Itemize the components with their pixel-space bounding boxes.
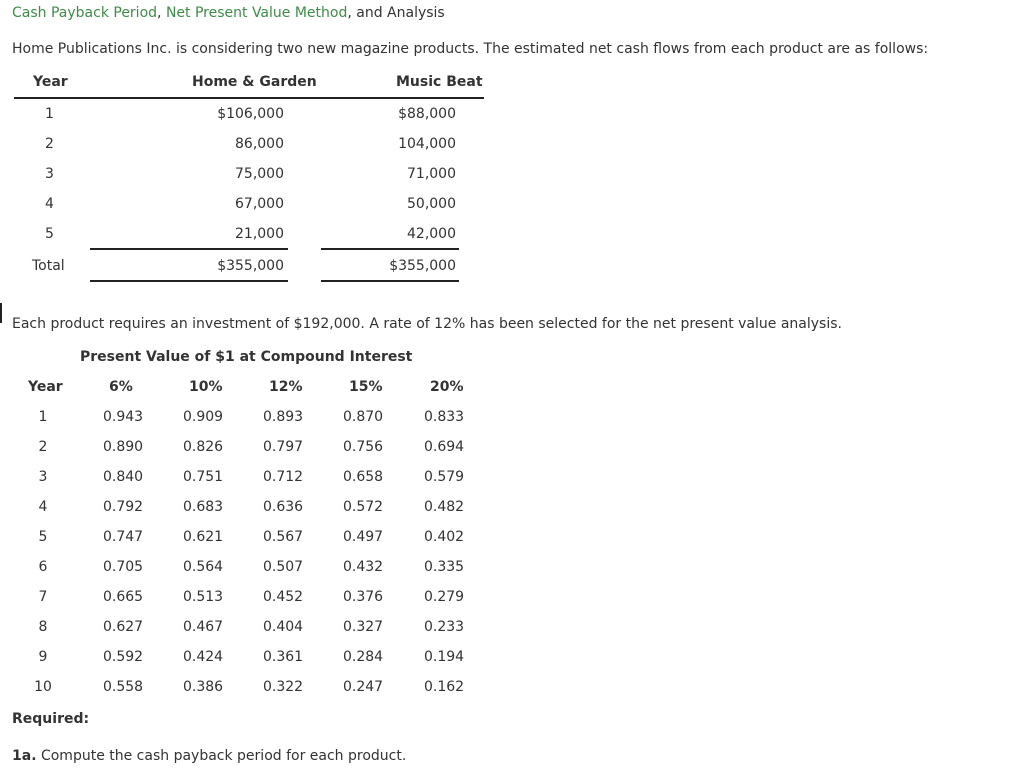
pv-factor-cell: 0.833 (424, 409, 465, 425)
header-year: Year (33, 74, 68, 90)
pv-factor-cell: 0.592 (103, 649, 144, 665)
pv-factor-cell: 0.162 (424, 679, 465, 695)
cash-flow-music-beat: 50,000 (407, 196, 456, 212)
cash-flow-music-beat: 42,000 (407, 226, 456, 242)
header-music-beat: Music Beat (396, 74, 483, 90)
pv-factor-cell: 0.636 (263, 499, 304, 515)
pv-factor-cell: 0.792 (103, 499, 144, 515)
pv-factor-cell: 0.452 (263, 589, 304, 605)
pv-factor-cell: 0.327 (343, 619, 384, 635)
pv-factor-cell: 0.747 (103, 529, 144, 545)
total-home-garden: $355,000 (217, 258, 284, 274)
pv-header-cell: 6% (109, 379, 133, 395)
pv-factor-cell: 0.402 (424, 529, 465, 545)
pv-year-cell: 6 (38, 559, 48, 575)
pv-year-cell: 4 (38, 499, 48, 515)
subtotal-line-home (90, 248, 288, 250)
required-heading: Required: (12, 711, 90, 727)
pv-factor-cell: 0.705 (103, 559, 144, 575)
pv-header-cell: 10% (189, 379, 223, 395)
pv-header-cell: Year (28, 379, 63, 395)
header-home-garden: Home & Garden (192, 74, 317, 90)
pv-factor-cell: 0.247 (343, 679, 384, 695)
question-1a (12, 748, 406, 764)
cash-flow-music-beat: 71,000 (407, 166, 456, 182)
cash-flow-home-garden: $106,000 (217, 106, 284, 122)
page-title (12, 5, 445, 21)
cash-flow-music-beat: $88,000 (398, 106, 456, 122)
pv-year-cell: 3 (38, 469, 48, 485)
pv-factor-cell: 0.943 (103, 409, 144, 425)
total-line-music (321, 280, 459, 282)
pv-year-cell: 10 (34, 679, 52, 695)
total-label: Total (32, 258, 65, 274)
cash-flow-year: 1 (45, 106, 54, 122)
pv-factor-cell: 0.627 (103, 619, 144, 635)
pv-header-cell: 20% (430, 379, 464, 395)
pv-factor-cell: 0.890 (103, 439, 144, 455)
pv-factor-cell: 0.797 (263, 439, 304, 455)
pv-factor-cell: 0.751 (183, 469, 224, 485)
pv-factor-cell: 0.756 (343, 439, 384, 455)
pv-factor-cell: 0.194 (424, 649, 465, 665)
pv-factor-cell: 0.322 (263, 679, 304, 695)
pv-factor-cell: 0.621 (183, 529, 224, 545)
header-rule (14, 97, 484, 99)
pv-year-cell: 2 (38, 439, 48, 455)
pv-year-cell: 1 (38, 409, 48, 425)
cash-flow-home-garden: 75,000 (235, 166, 284, 182)
pv-factor-cell: 0.909 (183, 409, 224, 425)
pv-factor-cell: 0.361 (263, 649, 304, 665)
pv-table-title: Present Value of $1 at Compound Interest (80, 349, 413, 365)
pv-factor-cell: 0.233 (424, 619, 465, 635)
pv-header-cell: 15% (349, 379, 383, 395)
pv-year-cell: 5 (38, 529, 48, 545)
cash-flow-home-garden: 21,000 (235, 226, 284, 242)
question-text: Compute the cash payback period for each product. (36, 748, 407, 764)
pv-factor-cell: 0.558 (103, 679, 144, 695)
pv-factor-cell: 0.284 (343, 649, 384, 665)
total-line-home (90, 280, 288, 282)
pv-factor-cell: 0.335 (424, 559, 465, 575)
pv-factor-cell: 0.567 (263, 529, 304, 545)
pv-factor-cell: 0.893 (263, 409, 304, 425)
question-number: 1a. (12, 748, 37, 764)
pv-factor-cell: 0.694 (424, 439, 465, 455)
pv-factor-cell: 0.658 (343, 469, 384, 485)
npv-method-link[interactable]: Net Present Value Method (165, 5, 348, 21)
pv-factor-cell: 0.279 (424, 589, 465, 605)
pv-factor-cell: 0.840 (103, 469, 144, 485)
cash-flow-home-garden: 86,000 (235, 136, 284, 152)
pv-factor-cell: 0.432 (343, 559, 384, 575)
title-separator-1: , (157, 5, 166, 21)
pv-factor-cell: 0.564 (183, 559, 224, 575)
left-edge-mark (0, 303, 6, 323)
pv-factor-cell: 0.572 (343, 499, 384, 515)
pv-factor-cell: 0.467 (183, 619, 224, 635)
pv-factor-cell: 0.826 (183, 439, 224, 455)
cash-flow-year: 4 (45, 196, 54, 212)
cash-flow-year: 2 (45, 136, 54, 152)
pv-header-cell: 12% (269, 379, 303, 395)
pv-factor-cell: 0.424 (183, 649, 224, 665)
investment-paragraph: Each product requires an investment of $192,000. A rate of 12% has been selected for the net present value analysis. (12, 316, 842, 332)
cash-payback-link[interactable]: Cash Payback Period (12, 5, 158, 21)
pv-factor-cell: 0.507 (263, 559, 304, 575)
pv-year-cell: 7 (38, 589, 48, 605)
pv-factor-cell: 0.683 (183, 499, 224, 515)
total-music-beat: $355,000 (389, 258, 456, 274)
intro-paragraph: Home Publications Inc. is considering two new magazine products. The estimated net cash flows from each product are as follows: (12, 41, 929, 57)
title-separator-2: , and Analysis (347, 5, 445, 21)
cash-flow-music-beat: 104,000 (398, 136, 456, 152)
cash-flow-home-garden: 67,000 (235, 196, 284, 212)
cash-flow-year: 3 (45, 166, 54, 182)
pv-year-cell: 9 (38, 649, 48, 665)
pv-factor-cell: 0.870 (343, 409, 384, 425)
subtotal-line-music (321, 248, 459, 250)
pv-factor-cell: 0.386 (183, 679, 224, 695)
pv-factor-cell: 0.482 (424, 499, 465, 515)
cash-flow-year: 5 (45, 226, 54, 242)
pv-factor-cell: 0.665 (103, 589, 144, 605)
pv-factor-cell: 0.579 (424, 469, 465, 485)
pv-factor-cell: 0.497 (343, 529, 384, 545)
pv-factor-cell: 0.712 (263, 469, 304, 485)
pv-factor-cell: 0.376 (343, 589, 384, 605)
pv-factor-cell: 0.513 (183, 589, 224, 605)
pv-year-cell: 8 (38, 619, 48, 635)
pv-factor-cell: 0.404 (263, 619, 304, 635)
